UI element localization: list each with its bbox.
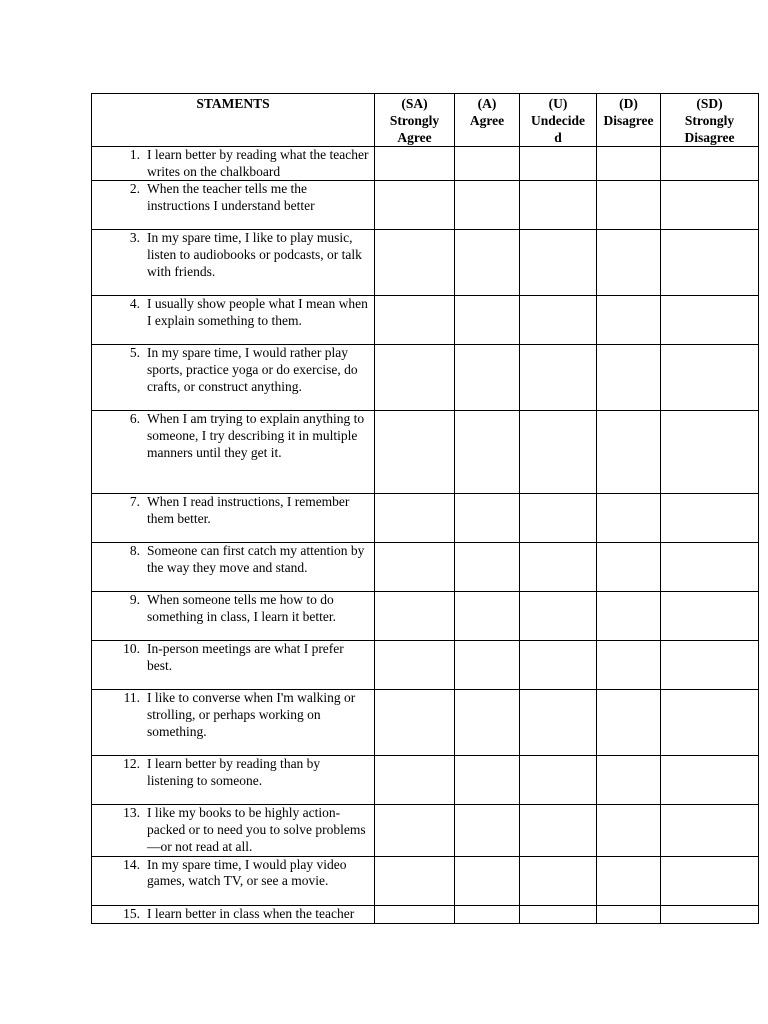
response-cell-sa[interactable] xyxy=(375,690,455,756)
response-cell-d[interactable] xyxy=(597,905,661,923)
statement-cell xyxy=(92,181,375,230)
response-cell-u[interactable] xyxy=(520,147,597,181)
response-cell-sa[interactable] xyxy=(375,641,455,690)
response-cell-sd[interactable] xyxy=(661,690,759,756)
statement xyxy=(92,181,374,214)
header-sd-code: (SD) xyxy=(696,96,723,111)
header-sd xyxy=(661,94,759,147)
response-cell-sa[interactable] xyxy=(375,856,455,905)
header-sd-line2: Disagree xyxy=(684,130,735,145)
statement xyxy=(92,543,374,576)
statement xyxy=(92,296,374,329)
header-sa-line1: Strongly xyxy=(389,113,440,128)
statement-cell xyxy=(92,494,375,543)
header-a-line1: Agree xyxy=(469,113,505,128)
response-cell-a[interactable] xyxy=(455,147,520,181)
header-sd-line1: Strongly xyxy=(684,113,735,128)
response-cell-a[interactable] xyxy=(455,690,520,756)
response-cell-sd[interactable] xyxy=(661,147,759,181)
response-cell-a[interactable] xyxy=(455,641,520,690)
response-cell-sd[interactable] xyxy=(661,181,759,230)
response-cell-sd[interactable] xyxy=(661,805,759,856)
response-cell-u[interactable] xyxy=(520,805,597,856)
header-row xyxy=(92,94,759,147)
statement-cell xyxy=(92,230,375,296)
header-sa-line2: Agree xyxy=(397,130,432,145)
response-cell-a[interactable] xyxy=(455,345,520,411)
response-cell-sd[interactable] xyxy=(661,296,759,345)
statement-cell xyxy=(92,147,375,181)
response-cell-sd[interactable] xyxy=(661,543,759,592)
response-cell-u[interactable] xyxy=(520,592,597,641)
response-cell-a[interactable] xyxy=(455,296,520,345)
statement-text: In my spare time, I would rather play sports, practice yoga or do exercise, do crafts, or construct anything. xyxy=(147,345,358,394)
statement-row xyxy=(92,181,759,230)
header-sa-code: (SA) xyxy=(401,96,428,111)
statement-row xyxy=(92,230,759,296)
statement-number: 12. xyxy=(123,756,140,772)
response-cell-a[interactable] xyxy=(455,181,520,230)
response-cell-sa[interactable] xyxy=(375,230,455,296)
response-cell-d[interactable] xyxy=(597,856,661,905)
statement-row xyxy=(92,494,759,543)
statement-number: 8. xyxy=(129,543,140,559)
header-sa xyxy=(375,94,455,147)
header-d xyxy=(597,94,661,147)
header-u-code: (U) xyxy=(548,96,568,111)
response-cell-a[interactable] xyxy=(455,230,520,296)
statement-text: When I read instructions, I remember them better. xyxy=(147,494,350,527)
response-cell-d[interactable] xyxy=(597,411,661,494)
statement-cell xyxy=(92,592,375,641)
statement-text: When someone tells me how to do something in class, I learn it better. xyxy=(147,592,336,625)
statement-number: 1. xyxy=(129,147,140,162)
response-cell-sa[interactable] xyxy=(375,543,455,592)
statement-cell xyxy=(92,411,375,494)
response-cell-sa[interactable] xyxy=(375,905,455,923)
statement-number: 11. xyxy=(123,690,140,706)
statement-text: I like my books to be highly action-packed or to need you to solve problems—or not read at all. xyxy=(147,805,366,854)
header-a xyxy=(455,94,520,147)
response-cell-u[interactable] xyxy=(520,181,597,230)
response-cell-d[interactable] xyxy=(597,756,661,805)
response-cell-u[interactable] xyxy=(520,543,597,592)
header-u-line1: Undecide xyxy=(531,113,585,128)
statement xyxy=(92,411,374,461)
header-d-code: (D) xyxy=(619,96,638,111)
response-cell-u[interactable] xyxy=(520,856,597,905)
statement-cell xyxy=(92,856,375,905)
statement xyxy=(92,805,374,855)
response-cell-u[interactable] xyxy=(520,756,597,805)
statement-cell xyxy=(92,756,375,805)
statement-cell xyxy=(92,296,375,345)
response-cell-sd[interactable] xyxy=(661,494,759,543)
statement-number: 9. xyxy=(129,592,140,608)
response-cell-a[interactable] xyxy=(455,756,520,805)
statement xyxy=(92,690,374,740)
response-cell-sa[interactable] xyxy=(375,805,455,856)
response-cell-sa[interactable] xyxy=(375,345,455,411)
header-a-code: (A) xyxy=(477,96,497,111)
statement xyxy=(92,494,374,527)
statement-row xyxy=(92,345,759,411)
statement-number: 13. xyxy=(123,805,140,821)
statement-row xyxy=(92,690,759,756)
statement-cell xyxy=(92,543,375,592)
response-cell-a[interactable] xyxy=(455,805,520,856)
statement-cell xyxy=(92,805,375,856)
response-cell-d[interactable] xyxy=(597,181,661,230)
response-cell-sd[interactable] xyxy=(661,592,759,641)
response-cell-d[interactable] xyxy=(597,641,661,690)
statement-row xyxy=(92,756,759,805)
statement-row xyxy=(92,411,759,494)
statement-row xyxy=(92,856,759,905)
statement-cell xyxy=(92,690,375,756)
statement-row xyxy=(92,543,759,592)
response-cell-a[interactable] xyxy=(455,856,520,905)
statement-text: I learn better by reading what the teacher writes on the chalkboard xyxy=(147,147,369,179)
statement xyxy=(92,641,374,674)
response-cell-a[interactable] xyxy=(455,543,520,592)
response-cell-sd[interactable] xyxy=(661,411,759,494)
statement-text: Someone can first catch my attention by the way they move and stand. xyxy=(147,543,365,576)
statements-header xyxy=(92,94,375,147)
response-cell-sd[interactable] xyxy=(661,756,759,805)
statement xyxy=(92,147,374,180)
statement-text: I learn better by reading than by listening to someone. xyxy=(147,756,321,789)
statement-row xyxy=(92,805,759,856)
statement-row xyxy=(92,641,759,690)
response-cell-sd[interactable] xyxy=(661,905,759,923)
statement xyxy=(92,857,374,890)
statement-text: In my spare time, I would play video games, watch TV, or see a movie. xyxy=(147,856,347,889)
response-cell-u[interactable] xyxy=(520,690,597,756)
response-cell-sd[interactable] xyxy=(661,345,759,411)
statement-row xyxy=(92,592,759,641)
response-cell-sd[interactable] xyxy=(661,230,759,296)
statement-number: 14. xyxy=(123,856,140,872)
response-cell-d[interactable] xyxy=(597,494,661,543)
statement-text: I learn better in class when the teacher xyxy=(147,905,355,921)
statement-cell xyxy=(92,905,375,923)
response-cell-u[interactable] xyxy=(520,345,597,411)
header-d-line1: Disagree xyxy=(603,113,654,128)
statement-row xyxy=(92,147,759,181)
response-cell-u[interactable] xyxy=(520,494,597,543)
statement-row xyxy=(92,905,759,923)
response-cell-u[interactable] xyxy=(520,641,597,690)
response-cell-sd[interactable] xyxy=(661,856,759,905)
statement-text: I usually show people what I mean when I explain something to them. xyxy=(147,296,368,329)
response-cell-u[interactable] xyxy=(520,411,597,494)
statement xyxy=(92,592,374,625)
statement xyxy=(92,230,374,280)
statement-number: 10. xyxy=(123,641,140,657)
response-cell-sa[interactable] xyxy=(375,592,455,641)
response-cell-sa[interactable] xyxy=(375,181,455,230)
response-cell-d[interactable] xyxy=(597,592,661,641)
header-u xyxy=(520,94,597,147)
response-cell-a[interactable] xyxy=(455,411,520,494)
statement-number: 6. xyxy=(129,411,140,427)
statement-number: 4. xyxy=(129,296,140,312)
statement xyxy=(92,345,374,395)
statement-number: 7. xyxy=(129,494,140,510)
statement xyxy=(92,906,374,923)
statement-text: I like to converse when I'm walking or strolling, or perhaps working on something. xyxy=(147,690,356,739)
statement-cell xyxy=(92,641,375,690)
statement-number: 2. xyxy=(129,181,140,197)
statement-text: When the teacher tells me the instructions I understand better xyxy=(147,181,315,214)
response-cell-d[interactable] xyxy=(597,543,661,592)
response-cell-u[interactable] xyxy=(520,905,597,923)
response-cell-d[interactable] xyxy=(597,690,661,756)
statement xyxy=(92,756,374,789)
statement-text: In my spare time, I like to play music, listen to audiobooks or podcasts, or talk with friends. xyxy=(147,230,362,279)
response-cell-sa[interactable] xyxy=(375,296,455,345)
survey-table xyxy=(91,93,759,924)
response-cell-a[interactable] xyxy=(455,905,520,923)
response-cell-u[interactable] xyxy=(520,230,597,296)
response-cell-u[interactable] xyxy=(520,296,597,345)
response-cell-a[interactable] xyxy=(455,494,520,543)
statement-row xyxy=(92,296,759,345)
statement-number: 15. xyxy=(123,905,140,921)
statement-text: In-person meetings are what I prefer best. xyxy=(147,641,344,674)
statement-cell xyxy=(92,345,375,411)
response-cell-sa[interactable] xyxy=(375,411,455,494)
statement-number: 5. xyxy=(129,345,140,361)
statements-header-label: STAMENTS xyxy=(196,96,270,111)
response-cell-d[interactable] xyxy=(597,230,661,296)
header-u-line2: d xyxy=(554,130,562,145)
response-cell-d[interactable] xyxy=(597,805,661,856)
statement-text: When I am trying to explain anything to someone, I try describing it in multiple manners until they get it. xyxy=(147,411,365,460)
response-cell-d[interactable] xyxy=(597,296,661,345)
response-cell-a[interactable] xyxy=(455,592,520,641)
response-cell-d[interactable] xyxy=(597,345,661,411)
response-cell-sa[interactable] xyxy=(375,494,455,543)
response-cell-sa[interactable] xyxy=(375,147,455,181)
statement-number: 3. xyxy=(129,230,140,246)
response-cell-sd[interactable] xyxy=(661,641,759,690)
response-cell-sa[interactable] xyxy=(375,756,455,805)
response-cell-d[interactable] xyxy=(597,147,661,181)
